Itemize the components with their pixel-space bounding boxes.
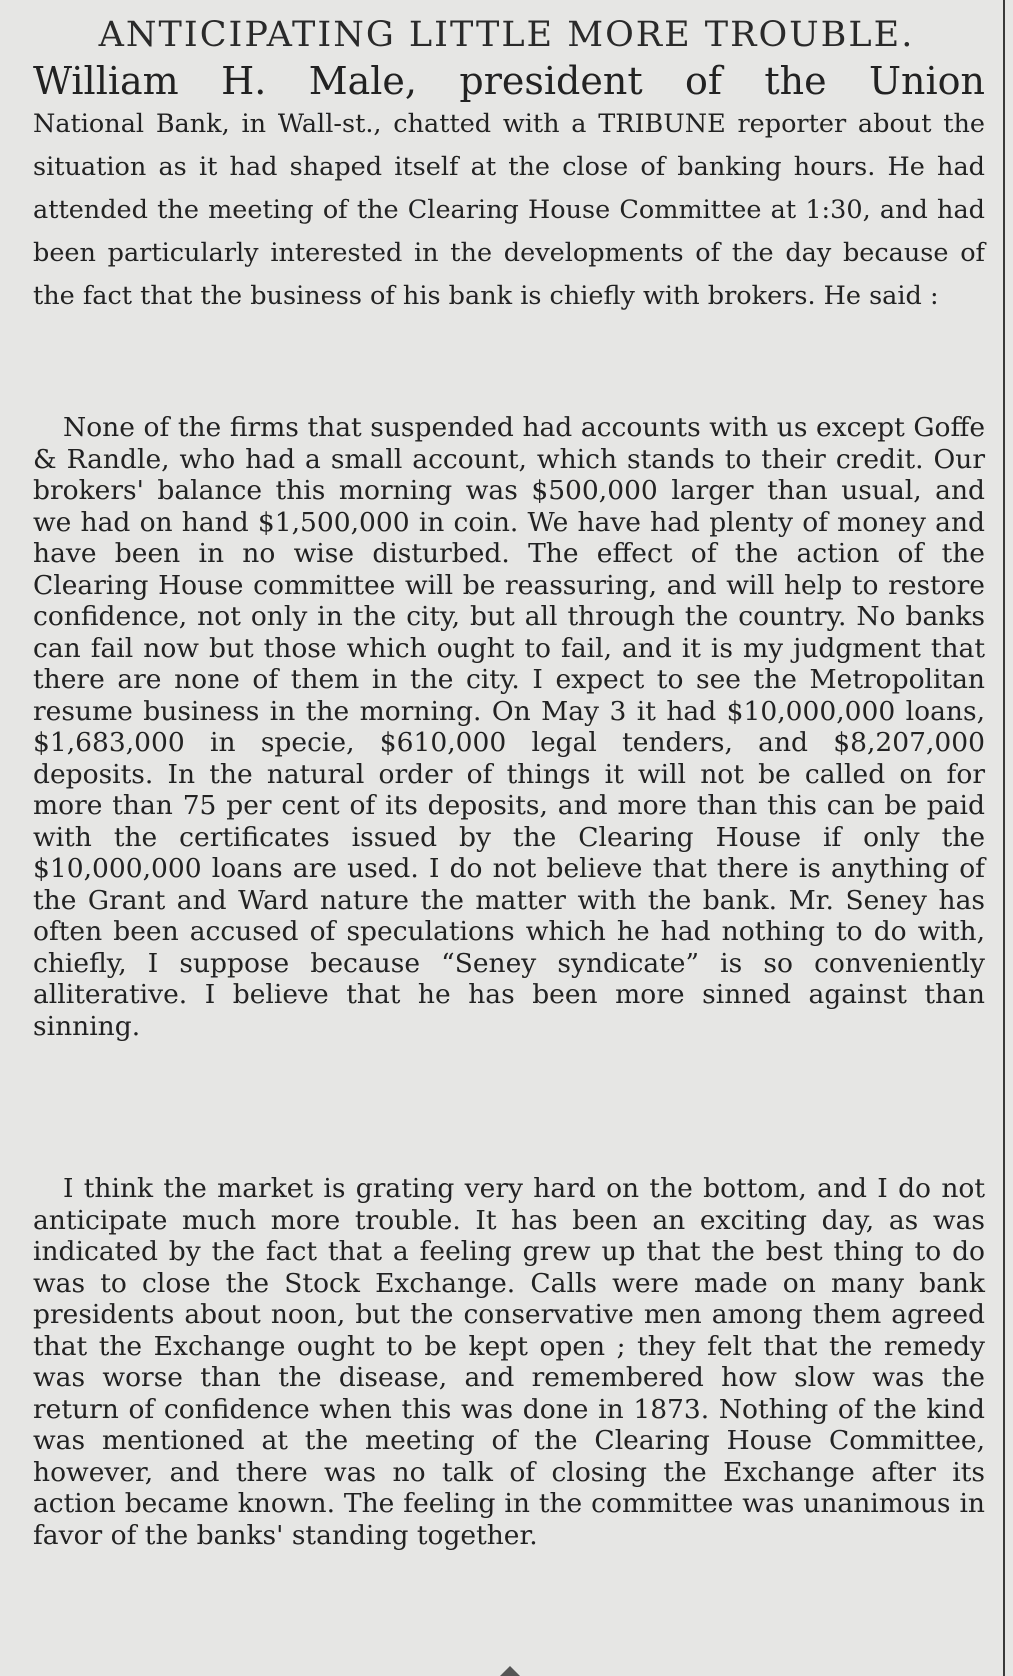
lead-rest: National Bank, in Wall-st., chatted with a TRIBUNE reporter about the situation as it had shaped itself at the close of banking hours. He had attended the meeting of the Clearing House Committee at 1:30, and had been particularly interested in the developments of the day because of the fact that the business of his bank is chiefly with brokers. He said : bbox=[33, 109, 985, 311]
quote-paragraph: None of the firms that suspended had accounts with us except Goffe & Randle, who had a small account, which stands to their credit. Our brokers' balance this morning was $500,000 larger than usual, and we had on hand $1,500,000 in coin. We have had plenty of money and have been in no wise disturbed. The effect of the action of the Clearing House committee will be reassuring, and will help to restore confidence, not only in the city, but all through the country. No banks can fail now but those which ought to fail, and it is my judgment that there are none of them in the city. I expect to see the Metropolitan resume business in the morning. On May 3 it had $10,000,000 loans, $1,683,000 in specie, $610,000 legal tenders, and $8,207,000 deposits. In the natural order of things it will not be called on for more than 75 per cent of its deposits, and more than this can be paid with the certificates issued by the Clearing House if only the $10,000,000 loans are used. I do not believe that there is anything of the Grant and Ward nature the matter with the bank. Mr. Seney has often been accused of speculations which he had nothing to do with, chiefly, I suppose because “Seney syndicate” is so conveniently alliterative. I believe that he has been more sinned against than sinning. bbox=[33, 412, 985, 1042]
headline: ANTICIPATING LITTLE MORE TROUBLE. bbox=[98, 15, 915, 55]
lead-paragraph bbox=[33, 57, 985, 318]
column-rule bbox=[1003, 0, 1005, 1676]
lead-first-line: William H. Male, president of the Union bbox=[33, 59, 985, 103]
ornament-mark bbox=[500, 1666, 520, 1676]
quote-paragraph: I think the market is grating very hard on the bottom, and I do not anticipate much more trouble. It has been an exciting day, as was indicated by the fact that a feeling grew up that the best thing to do was to close the Stock Exchange. Calls were made on many bank presidents about noon, but the conservative men among them agreed that the Exchange ought to be kept open ; they felt that the remedy was worse than the disease, and remembered how slow was the return of confidence when this was done in 1873. Nothing of the kind was mentioned at the meeting of the Clearing House Committee, however, and there was no talk of closing the Exchange after its action became known. The feeling in the committee was unanimous in favor of the banks' standing together. bbox=[33, 1173, 985, 1551]
